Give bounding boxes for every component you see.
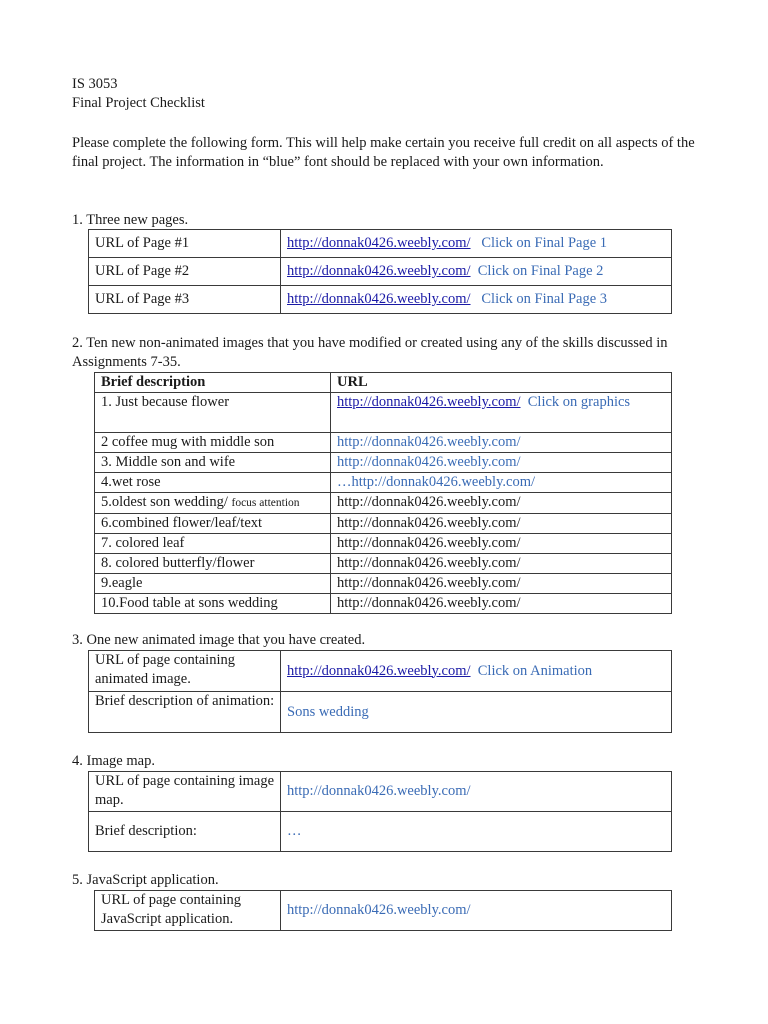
javascript-url-label: URL of page containing JavaScript application. [95,891,281,931]
page3-url-link[interactable]: http://donnak0426.weebly.com/ [287,291,471,307]
animation-note: Click on Animation [477,662,593,679]
table-row [95,514,672,534]
table-row [95,433,672,453]
table-row [89,230,672,258]
section3-heading: 3. One new animated image that you have created. [72,632,366,648]
image-map-table [88,771,672,852]
image5-description: 5.oldest son wedding/ [101,494,228,510]
page3-note: Click on Final Page 3 [481,291,608,307]
image10-url: http://donnak0426.weebly.com/ [331,594,672,614]
table-row [95,891,672,931]
image4-description: 4.wet rose [95,473,331,493]
table-row [95,453,672,473]
table-row [89,651,672,692]
image-map-description-label: Brief description: [89,812,281,852]
section1-heading: 1. Three new pages. [72,212,189,228]
column-header-url: URL [331,373,672,393]
image2-description: 2 coffee mug with middle son [95,433,331,453]
image3-url: http://donnak0426.weebly.com/ [331,453,672,473]
image7-description: 7. colored leaf [95,534,331,554]
animation-table [88,650,672,733]
image10-description: 10.Food table at sons wedding [95,594,331,614]
table-row [89,286,672,314]
animation-url-label: URL of page containing animated image. [89,651,281,692]
table-header-row [95,373,672,393]
image1-note: Click on graphics [527,394,631,410]
table-row [95,534,672,554]
animation-description-value: Sons wedding [281,692,672,733]
images-table [94,372,672,614]
image9-description: 9.eagle [95,574,331,594]
page2-note: Click on Final Page 2 [477,263,604,279]
image-map-description-value: … [281,812,672,852]
image1-url-link[interactable]: http://donnak0426.weebly.com/ [337,394,521,410]
table-row [95,393,672,433]
page1-url-link[interactable]: http://donnak0426.weebly.com/ [287,235,471,251]
image4-url: …http://donnak0426.weebly.com/ [331,473,672,493]
page1-label: URL of Page #1 [89,230,281,258]
image5-description-small: focus attention [231,497,300,509]
page2-url-link[interactable]: http://donnak0426.weebly.com/ [287,263,471,279]
image6-url: http://donnak0426.weebly.com/ [331,514,672,534]
table-row [95,594,672,614]
image6-description: 6.combined flower/leaf/text [95,514,331,534]
animation-url-link[interactable]: http://donnak0426.weebly.com/ [287,662,471,679]
document-title: Final Project Checklist [72,95,205,111]
javascript-table [94,890,672,931]
table-row [95,554,672,574]
table-row [95,493,672,514]
table-row [89,258,672,286]
image8-url: http://donnak0426.weebly.com/ [331,554,672,574]
image5-url: http://donnak0426.weebly.com/ [331,493,672,514]
image1-description: 1. Just because flower [95,393,331,433]
table-row [95,574,672,594]
intro-paragraph: Please complete the following form. This will help make certain you receive full credit on all aspects of the final project. The information in “blue” font should be replaced with your own information. [72,135,695,170]
animation-description-label: Brief description of animation: [89,692,281,733]
image7-url: http://donnak0426.weebly.com/ [331,534,672,554]
image-map-url-value: http://donnak0426.weebly.com/ [281,772,672,812]
table-row [95,473,672,493]
image3-description: 3. Middle son and wife [95,453,331,473]
table-row [89,772,672,812]
javascript-url-value: http://donnak0426.weebly.com/ [281,891,672,931]
pages-table [88,229,672,314]
section2-heading: 2. Ten new non-animated images that you have modified or created using any of the skills discussed in Assignments 7-35. [72,335,668,370]
section4-heading: 4. Image map. [72,753,155,769]
table-row [89,812,672,852]
image8-description: 8. colored butterfly/flower [95,554,331,574]
table-row [89,692,672,733]
image2-url: http://donnak0426.weebly.com/ [331,433,672,453]
image9-url: http://donnak0426.weebly.com/ [331,574,672,594]
image-map-url-label: URL of page containing image map. [89,772,281,812]
course-number: IS 3053 [72,76,118,92]
page1-note: Click on Final Page 1 [481,235,608,251]
page3-label: URL of Page #3 [89,286,281,314]
column-header-description: Brief description [95,373,331,393]
section5-heading: 5. JavaScript application. [72,872,219,888]
page2-label: URL of Page #2 [89,258,281,286]
